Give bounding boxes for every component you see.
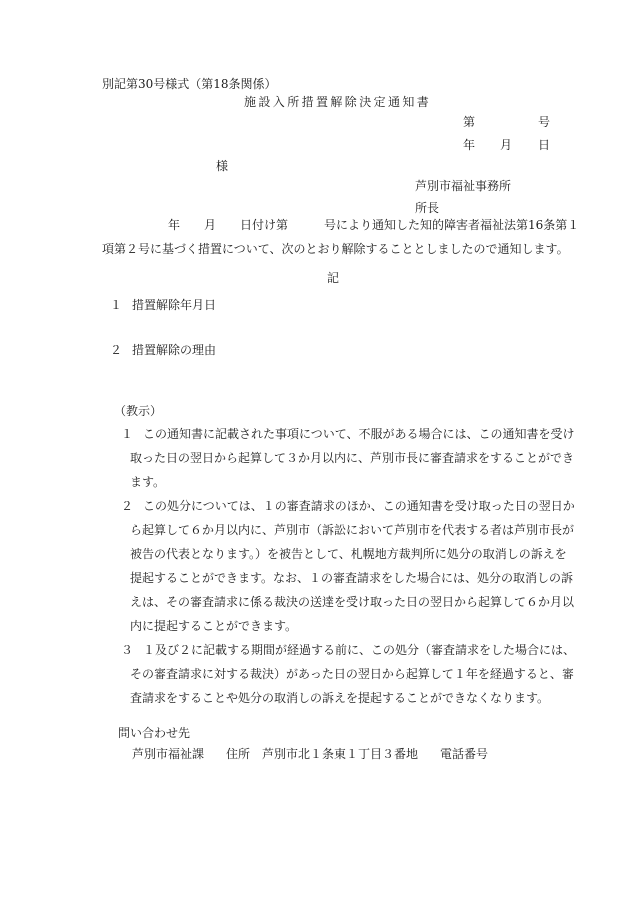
notice-line: この通知書に記載された事項について、不服がある場合には、この通知書を受け [143,427,575,441]
notice-item-number: １ [121,427,134,441]
item-number: ２ [110,343,123,357]
notice-line: えは、その審査請求に係る裁決の送達を受け取った日の翌日から起算して６か月以 [130,595,575,609]
issuer-office: 芦別市福祉事務所 [415,179,512,193]
notice-item [118,494,578,638]
issuer-head: 所長 [415,201,440,215]
notice-item-number: ３ [121,643,134,657]
body-line: 項第２号に基づく措置について、次のとおり解除することとしましたので通知します。 [102,242,569,256]
contact-address: 住所 芦別市北１条東１丁目３番地 [226,747,419,761]
body-paragraph [102,213,579,261]
notice-line: ら起算して６か月以内に、芦別市（訴訟において芦別市を代表する者は芦別市長が [130,523,575,537]
doc-number-suffix: 号 [538,115,551,129]
notice-line: 提起することができます。なお、１の審査請求をした場合には、処分の取消しの訴 [130,571,574,585]
date-day: 日 [538,138,551,152]
notice-line: 取った日の翌日から起算して３か月以内に、芦別市長に審査請求をすることができ [130,451,575,465]
contact-heading: 問い合わせ先 [118,726,191,740]
date-month: 月 [500,138,513,152]
notice-line: この処分については、１の審査請求のほか、この通知書を受け取った日の翌日か [143,499,575,513]
notice-line: その審査請求に対する裁決）があった日の翌日から起算して１年を経過すると、審 [130,667,574,681]
item-1 [110,299,216,311]
doc-number-prefix: 第 [463,115,476,129]
notice-line: 被告の代表となります。）を被告として、札幌地方裁判所に処分の取消しの訴えを [130,547,567,561]
date-year: 年 [463,138,476,152]
notice-list [118,422,578,710]
notice-item-number: ２ [121,499,134,513]
notice-item [118,422,578,494]
document-title: 施設入所措置解除決定通知書 [244,95,432,109]
item-number: １ [110,298,123,312]
item-2 [110,344,216,356]
notice-heading: （教示） [114,404,163,418]
contact-phone: 電話番号 [440,747,489,761]
body-line: 年 月 日付け第 号により通知した知的障害者福祉法第16条第１ [168,218,580,232]
notice-line: １及び２に記載する期間が経過する前に、この処分（審査請求をした場合には、 [143,643,576,657]
contact-details [132,748,488,760]
item-label: 措置解除の理由 [132,343,217,357]
item-label: 措置解除年月日 [132,298,217,312]
form-number: 別記第30号様式（第18条関係） [102,77,277,91]
notice-line: ます。 [130,475,166,489]
recipient-suffix: 様 [216,159,229,173]
notice-line: 内に提起することができます。 [130,619,298,633]
notice-line: 査請求をすることや処分の取消しの訴えを提起することができなくなります。 [130,691,550,705]
notice-item [118,638,578,710]
contact-department: 芦別市福祉課 [132,747,205,761]
ki-heading: 記 [327,271,340,285]
